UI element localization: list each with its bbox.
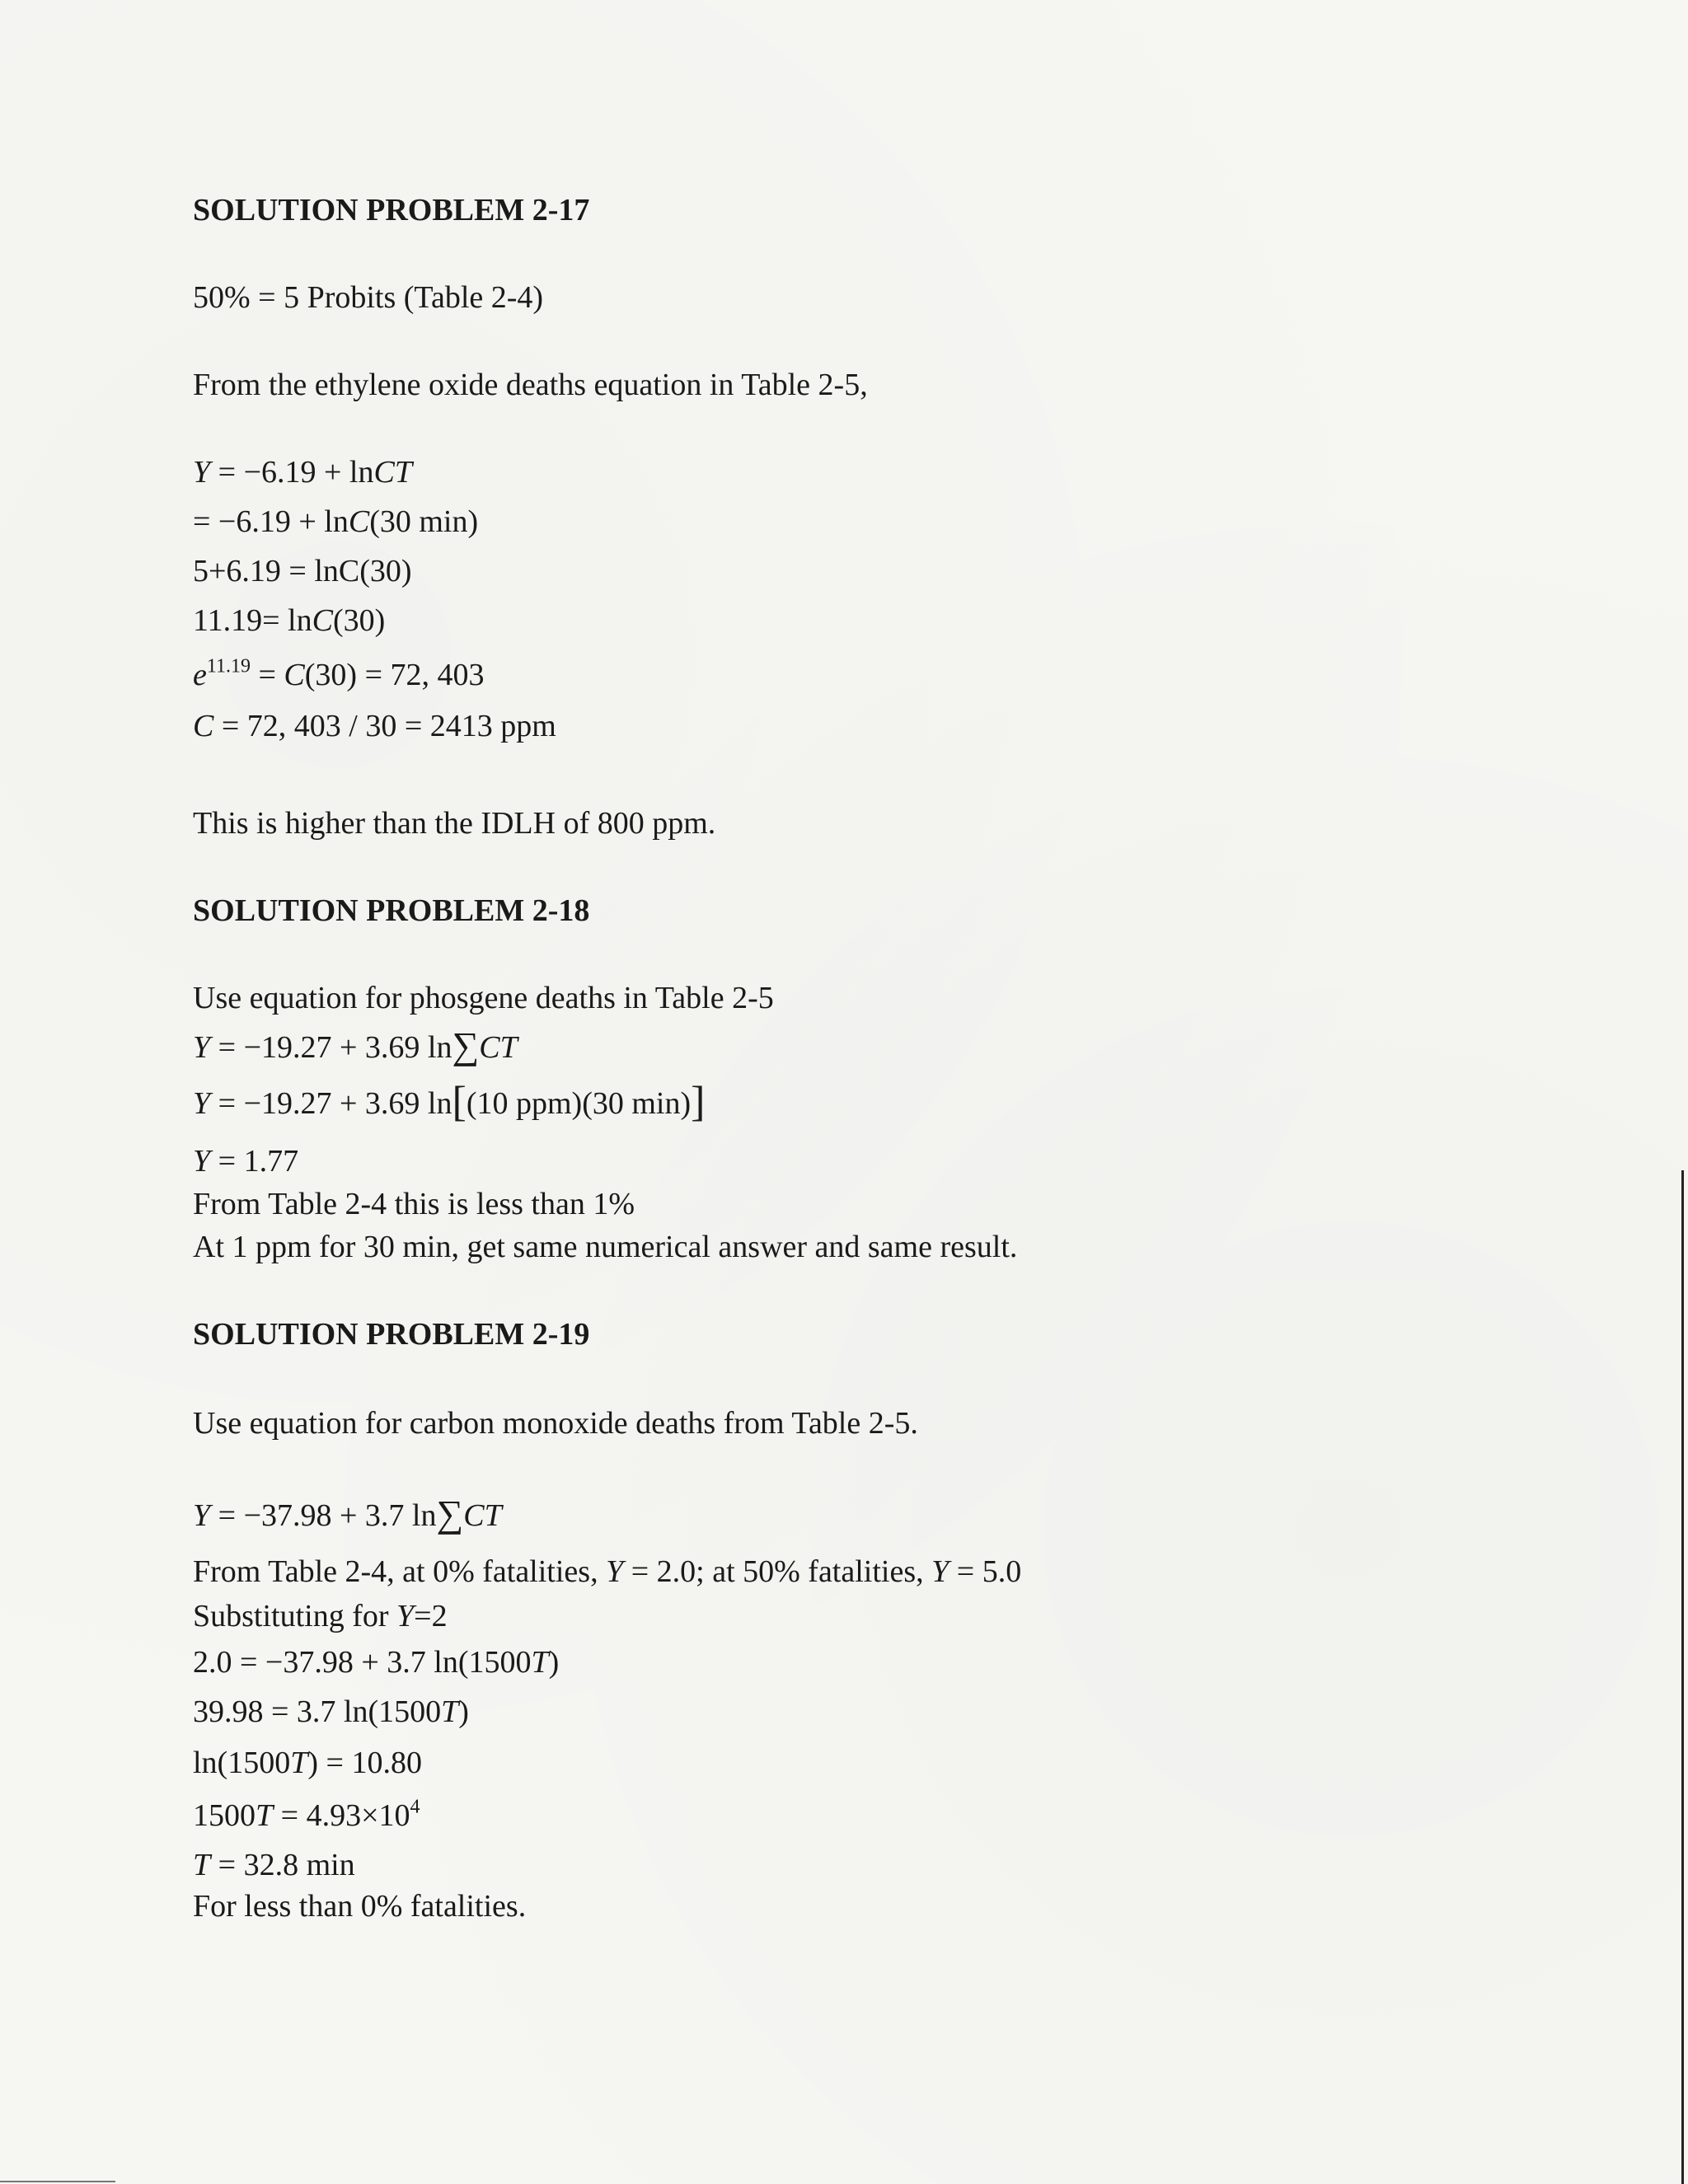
scan-bottom-mark <box>0 2181 115 2182</box>
note-2-18-1: From Table 2-4 this is less than 1% <box>193 1187 635 1221</box>
equation-2-18-1: Y = −19.27 + 3.69 ln∑CT <box>193 1024 518 1066</box>
equation-2-18-2: Y = −19.27 + 3.69 ln[(10 ppm)(30 min)] <box>193 1078 706 1126</box>
fatalities-line: From Table 2-4, at 0% fatalities, Y = 2.0; at 50% fatalities, Y = 5.0 <box>193 1554 1022 1589</box>
equation-2-17-6: C = 72, 403 / 30 = 2413 ppm <box>193 709 556 743</box>
intro-2-18: Use equation for phosgene deaths in Table 2-5 <box>193 981 774 1015</box>
equation-2-17-5: $e^{11.19} = C(30) = 72$, 403 <box>193 655 485 692</box>
equation-2-19-3: 39.98 = 3.7 ln(1500T) <box>193 1694 469 1729</box>
equation-2-17-2: = −6.19 + lnC(30 min) <box>193 504 479 539</box>
equation-2-19-6: T = 32.8 min <box>193 1848 355 1882</box>
conclusion-2-17: This is higher than the IDLH of 800 ppm. <box>193 806 716 841</box>
equation-2-19-1: Y = −37.98 + 3.7 ln∑CT <box>193 1492 502 1535</box>
equation-2-17-3: 5+6.19 = lnC(30) <box>193 554 412 588</box>
equation-2-19-4: ln(1500T) = 10.80 <box>193 1746 422 1780</box>
intro-2-19: Use equation for carbon monoxide deaths from Table 2-5. <box>193 1406 918 1441</box>
heading-problem-2-17: SOLUTION PROBLEM 2-17 <box>193 193 590 227</box>
substituting-line: Substituting for Y=2 <box>193 1599 448 1633</box>
last-line-2-19: For less than 0% fatalities. <box>193 1889 527 1924</box>
equation-2-19-2: 2.0 = −37.98 + 3.7 ln(1500T) <box>193 1645 560 1680</box>
heading-problem-2-18: SOLUTION PROBLEM 2-18 <box>193 893 590 928</box>
scan-edge-line <box>1681 1170 1684 2184</box>
probit-line: 50% = 5 Probits (Table 2-4) <box>193 280 544 315</box>
equation-2-17-4: 11.19= lnC(30) <box>193 603 386 638</box>
heading-problem-2-19: SOLUTION PROBLEM 2-19 <box>193 1317 590 1352</box>
note-2-18-2: At 1 ppm for 30 min, get same numerical answer and same result. <box>193 1230 1018 1264</box>
equation-2-19-5: $1500T = 4.93\times 10^4$ <box>193 1796 420 1833</box>
equation-2-17-1: Y = −6.19 + lnCT <box>193 455 412 490</box>
intro-2-17: From the ethylene oxide deaths equation in Table 2-5, <box>193 368 868 402</box>
equation-2-18-3: Y = 1.77 <box>193 1144 299 1179</box>
